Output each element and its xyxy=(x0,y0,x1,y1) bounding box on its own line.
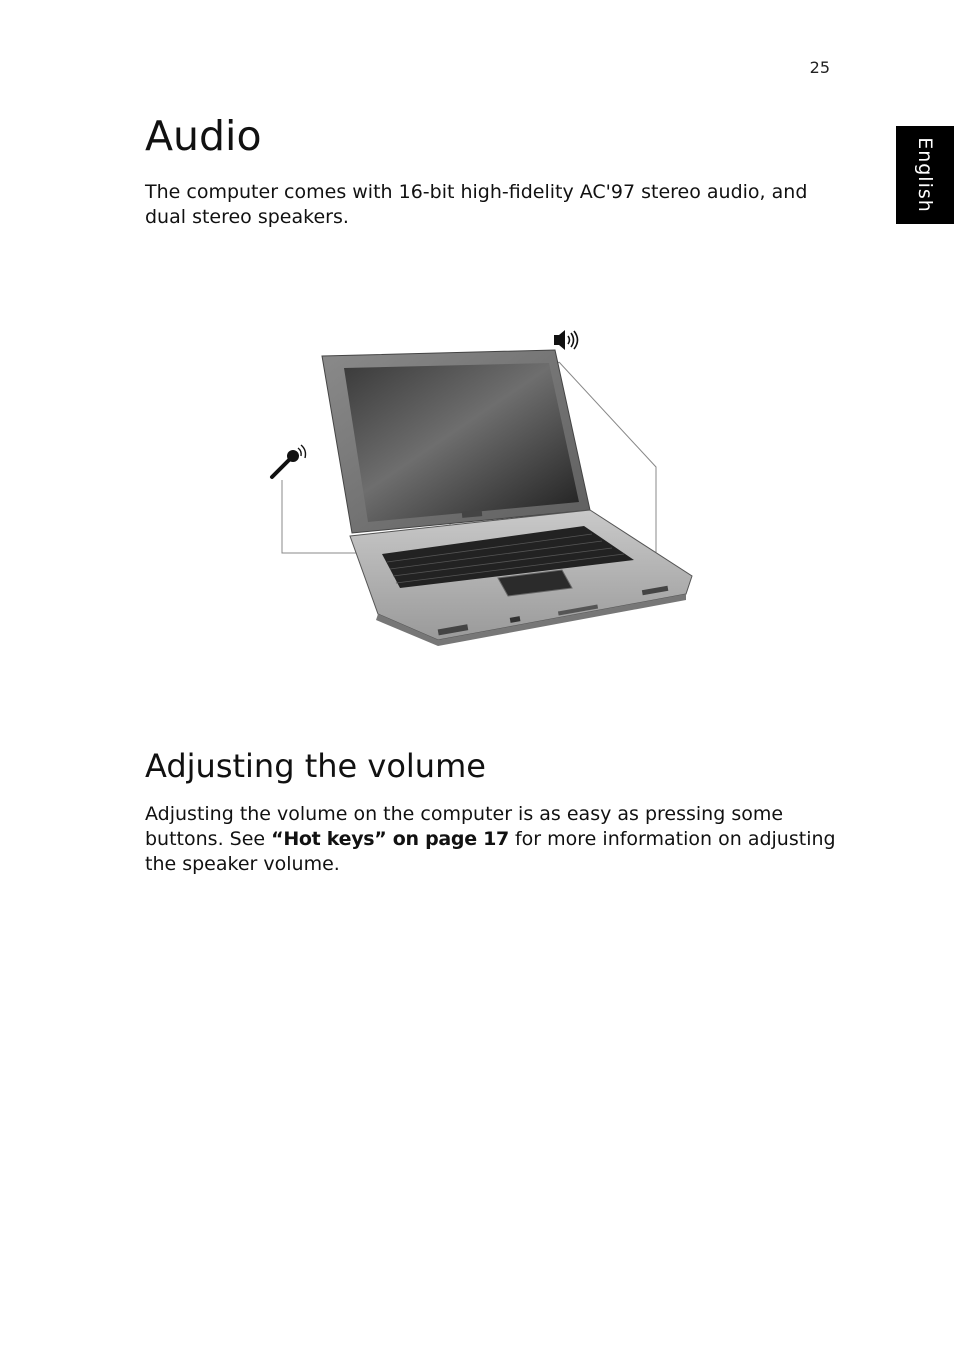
laptop-audio-illustration xyxy=(262,322,702,652)
hot-keys-link[interactable]: “Hot keys” on page 17 xyxy=(271,828,509,850)
page-number: 25 xyxy=(809,58,830,77)
microphone-icon xyxy=(272,445,306,477)
volume-text-after: for more information on adjusting the speaker volume. xyxy=(145,828,836,875)
volume-paragraph xyxy=(145,802,845,877)
language-tab-label: English xyxy=(914,137,936,213)
subsection-title: Adjusting the volume xyxy=(145,747,486,785)
volume-text-before: Adjusting the volume on the computer is as easy as pressing some buttons. See xyxy=(145,803,784,850)
language-tab xyxy=(896,126,954,224)
speaker-icon xyxy=(554,330,578,350)
section-title: Audio xyxy=(145,112,262,160)
intro-paragraph: The computer comes with 16-bit high-fidelity AC'97 stereo audio, and dual stereo speakers. xyxy=(145,181,808,228)
laptop-screen xyxy=(344,363,579,522)
